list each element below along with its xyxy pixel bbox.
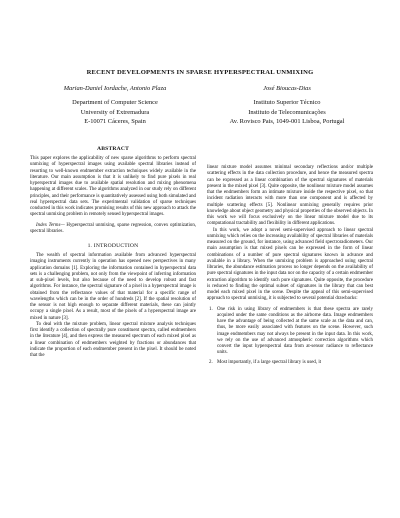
abstract-text: This paper explores the applicability of new sparse algorithms to perform spectral unmixing of hyperspectral images using available spectral libraries instead of resorting to well-known endmember extraction techniques widely available in the literature. Our main assumption is that it is unlikely to find pure pixels in real hyperspectral images due to available spatial resolution and mixing phenomena happening at different scales. The algorithms analyzed in our study rely on different principles, and their performance is quantitatively assessed using both simulated and real hyperspectral data sets. The experimental validation of sparse techniques conducted in this work indicates promising results of this new approach to attack the spectral unmixing problem in remotely sensed hyperspectral images. [30, 156, 196, 218]
introduction-heading: 1. INTRODUCTION [87, 243, 139, 249]
left-column [30, 146, 196, 359]
index-terms-label: Index Terms— [36, 222, 65, 228]
right-column [207, 165, 373, 369]
right-paragraph-2: In this work, we adopt a novel semi-supervised approach to linear spectral unmixing which relies on the increasing availability of spectral libraries of materials measured on the ground, for instance, using advanced field spectroradiometers. Our main assumption is that mixed pixels can be expressed in the form of linear combinations of a number of pure spectral signatures known in advance and available in a library. When the unmixing problem is approached using spectral libraries, the abundance estimation process no longer depends on the availability of pure spectral signatures in the input data nor on the capacity of a certain endmember extraction algorithm to identify such pure signatures. Quite opposite, the procedure is reduced to finding the optimal subset of signatures in the library that can best model each mixed pixel in the scene. Despite the appeal of this semi-supervised approach to spectral unmixing, it is subjected to several potential drawbacks: [207, 227, 373, 302]
affiliation-line: E-10071 Cáceres, Spain [84, 118, 146, 126]
right-paragraph-1: linear mixture model assumes minimal secondary reflections and/or multiple scattering effects in the data collection procedure, and hence the measured spectra can be expressed as a linear combination of the spectral signatures of materials present in the mixed pixel [3]. Quite opposite, the nonlinear mixture model assumes that the endmembers form an intimate mixture inside the respective pixel, so that incident radiation interacts with more than one component and is affected by multiple scattering effects [5]. Nonlinear unmixing generally requires prior knowledge about object geometry and physical properties of the observed objects. In this work we will focus exclusively on the linear mixture model due to its computational tractability and flexibility in different applications. [207, 165, 373, 227]
list-item-number: 1. [209, 306, 213, 312]
affiliation-line: Av. Rovisco Pais, 1049-001 Lisboa, Portugal [229, 118, 345, 126]
authors-right: José Bioucas-Dias [263, 85, 311, 92]
list-item-number: 2. [209, 359, 213, 365]
affiliation-left [40, 98, 190, 127]
intro-paragraph-2: To deal with the mixture problem, linear spectral mixture analysis techniques first identify a collection of spectrally pure constituent spectra, called endmembers in the literature [4], and then express the measured spectrum of each mixed pixel as a linear combination of endmembers weighted by fractions or abundances that indicate the proportion of each endmember present in the pixel. It should be noted that the [30, 321, 196, 358]
affiliation-right [212, 98, 362, 127]
authors-left: Marian-Daniel Iordache, Antonio Plaza [63, 85, 167, 92]
index-terms-text: Hyperspectral unmixing, sparse regression, convex optimization, spectral libraries. [30, 222, 196, 234]
list-item [207, 360, 373, 366]
affiliation-line: Department of Computer Science [72, 99, 158, 106]
list-item-text: Most importantly, if a large spectral library is used, it [217, 359, 322, 365]
abstract-heading: ABSTRACT [96, 146, 130, 152]
paper-title: RECENT DEVELOPMENTS IN SPARSE HYPERSPECTRAL UNMIXING [86, 69, 314, 76]
intro-paragraph-1: The wealth of spectral information available from advanced hyperspectral imaging instruments currently in operation has opened new perspectives in many application domains [1]. Exploring the information contained in hyperspectral data sets is a challenging problem, not only from the viewpoint of inferring information at sub-pixel levels, but also because of the need to develop robust and fast algorithms. For instance, the spectral signature of a pixel in a hyperspectral image is obtained from the reflectance values of that material for a specific range of wavelengths which can be in the order of hundreds [2]. If the spatial resolution of the sensor is not high enough to separate different materials, these can jointly occupy a single pixel. As a result, most of the pixels of a hyperspectral image are mixed in nature [3]. [30, 253, 196, 321]
list-item-text: One risk in using library of endmembers is that these spectra are rarely acquired under the same conditions as the airborne data. Image endmembers have the advantage of being collected at the same scale as the data and can, thus, be more easily associated with features on the scene. However, such image endmembers may not always be present in the input data. In this work, we rely on the use of advanced atmospheric correction algorithms which convert the input hyperspectral data from at-sensor radiance to reflectance units. [217, 306, 373, 356]
affiliation-line: Instituto Superior Técnico [253, 99, 321, 106]
affiliation-line: University of Extremadura [80, 108, 150, 116]
affiliation-line: Instituto de Telecomunicações [248, 108, 326, 116]
list-item [207, 307, 373, 357]
drawbacks-list [207, 307, 373, 366]
index-terms [30, 223, 196, 236]
